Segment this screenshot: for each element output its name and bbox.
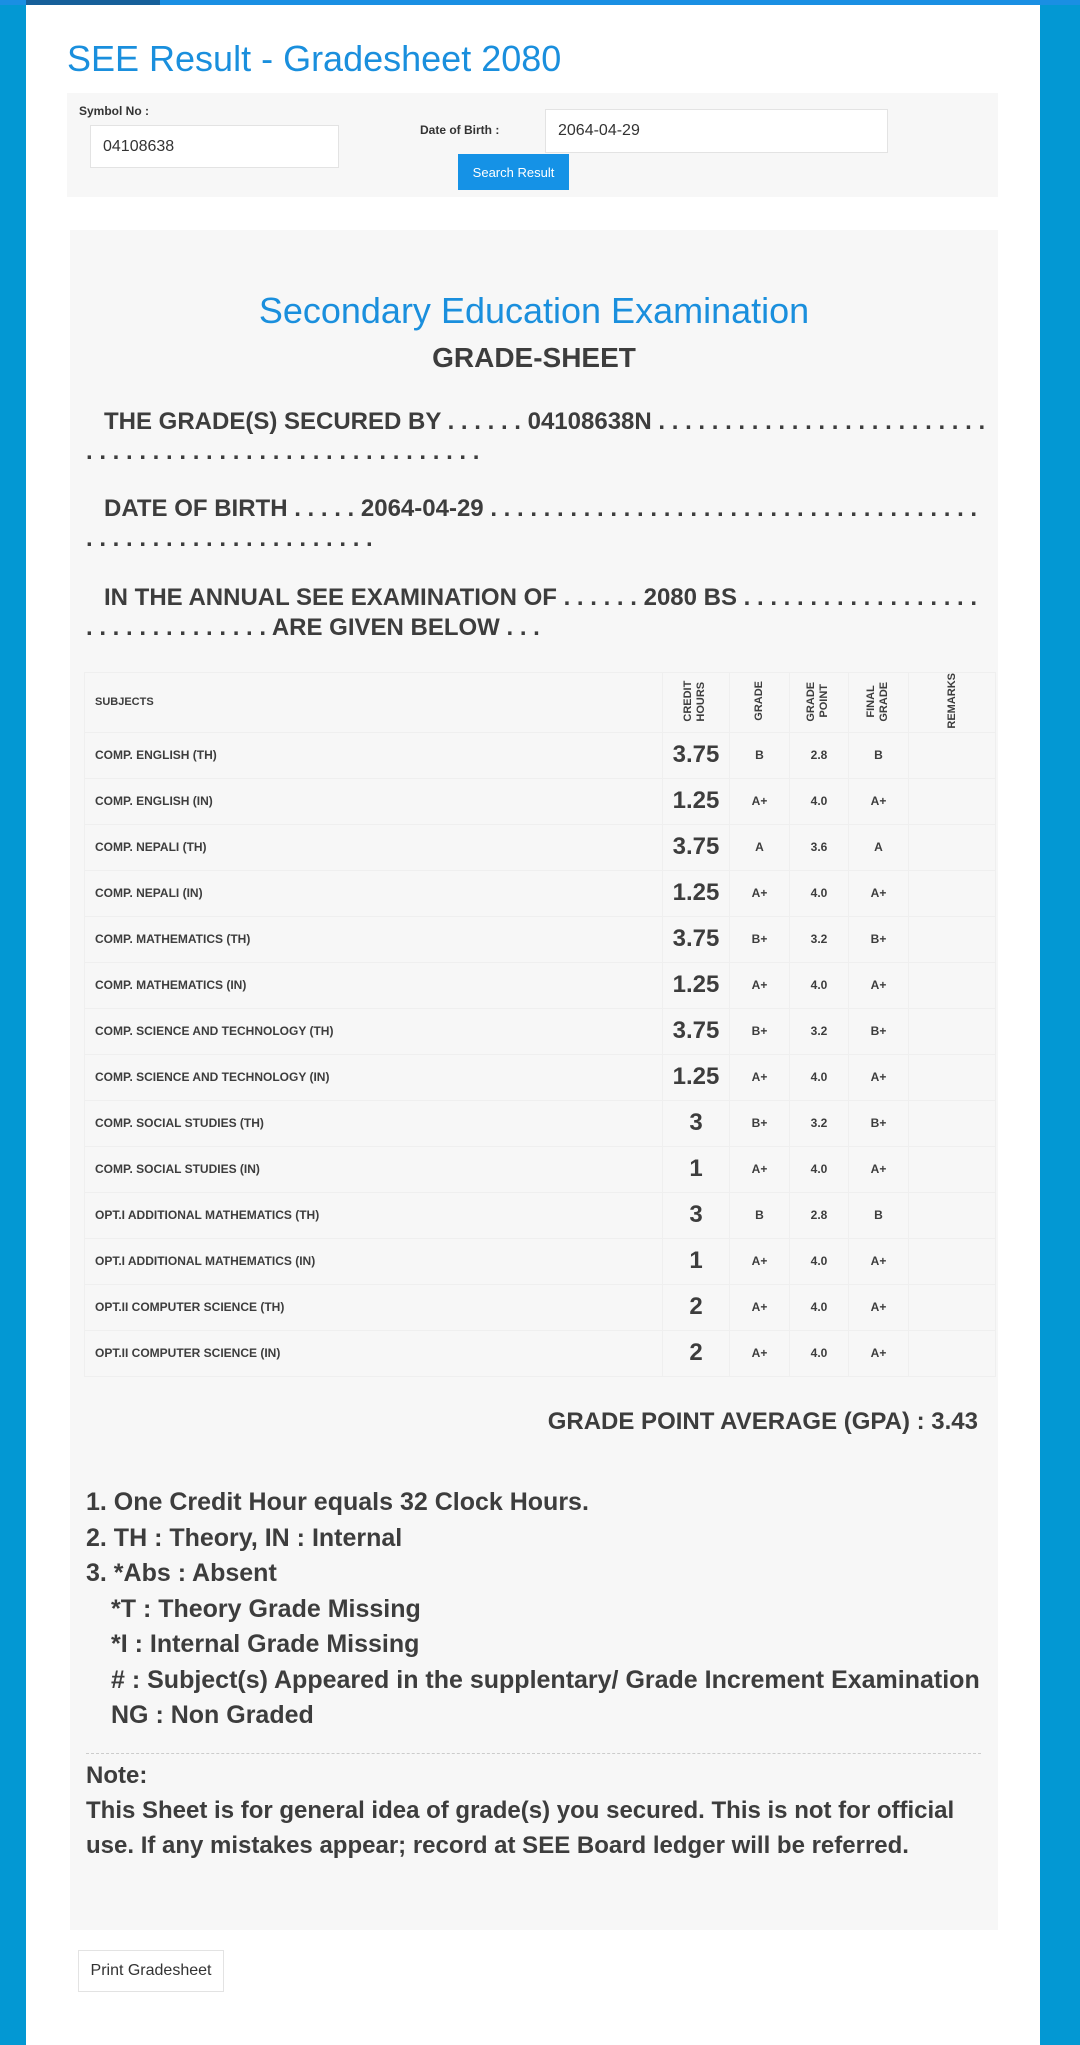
final-grade-cell: B+ (849, 916, 909, 962)
credit-cell: 3 (663, 1100, 730, 1146)
remarks-cell (909, 778, 996, 824)
final-grade-cell: A+ (849, 1238, 909, 1284)
dob-label: Date of Birth : (420, 123, 500, 137)
grade-cell: A+ (730, 1284, 790, 1330)
final-grade-cell: B+ (849, 1100, 909, 1146)
subject-cell: COMP. SOCIAL STUDIES (TH) (85, 1100, 663, 1146)
grade-cell: B (730, 732, 790, 778)
subject-cell: COMP. SOCIAL STUDIES (IN) (85, 1146, 663, 1192)
header-grade: GRADE (753, 680, 765, 721)
table-row (85, 1192, 996, 1238)
subject-cell: COMP. MATHEMATICS (IN) (85, 962, 663, 1008)
grade-point-cell: 4.0 (790, 870, 849, 916)
table-row (85, 1008, 996, 1054)
note-item: 2. TH : Theory, IN : Internal (86, 1523, 403, 1552)
final-grade-cell: A+ (849, 1330, 909, 1376)
grade-point-cell: 4.0 (790, 1054, 849, 1100)
grade-cell: A+ (730, 778, 790, 824)
grade-cell: A+ (730, 1330, 790, 1376)
credit-cell: 3.75 (663, 824, 730, 870)
subject-cell: COMP. ENGLISH (TH) (85, 732, 663, 778)
remarks-cell (909, 732, 996, 778)
table-row (85, 732, 996, 778)
grade-point-cell: 4.0 (790, 962, 849, 1008)
final-grade-cell: A+ (849, 1146, 909, 1192)
grade-cell: A+ (730, 1146, 790, 1192)
grade-cell: B+ (730, 1100, 790, 1146)
header-subjects: SUBJECTS (85, 673, 663, 733)
credit-cell: 2 (663, 1284, 730, 1330)
gradesheet-panel (70, 230, 998, 1930)
credit-cell: 3.75 (663, 916, 730, 962)
grade-point-cell: 4.0 (790, 778, 849, 824)
note-item: *T : Theory Grade Missing (111, 1594, 421, 1623)
remarks-cell (909, 824, 996, 870)
page-title: SEE Result - Gradesheet 2080 (67, 38, 562, 79)
note-item: NG : Non Graded (111, 1701, 314, 1729)
subject-cell: OPT.I ADDITIONAL MATHEMATICS (TH) (85, 1192, 663, 1238)
print-gradesheet-button[interactable]: Print Gradesheet (78, 1950, 224, 1992)
grade-point-cell: 2.8 (790, 732, 849, 778)
remarks-cell (909, 1330, 996, 1376)
grades-table (84, 672, 996, 1377)
note-item: # : Subject(s) Appeared in the supplentary/ Grade Increment Examination (111, 1665, 980, 1694)
remarks-cell (909, 870, 996, 916)
credit-cell: 1 (663, 1146, 730, 1192)
remarks-cell (909, 1008, 996, 1054)
grade-point-cell: 4.0 (790, 1146, 849, 1192)
grade-cell: A+ (730, 870, 790, 916)
table-row (85, 778, 996, 824)
secured-by-line: THE GRADE(S) SECURED BY . . . . . . 04108638N . . . . . . . . . . . . . . . . . . . . . . . . . . . . . . . . . . . . . . . . . . . . . . . . . . . . . . . (86, 408, 986, 465)
subject-cell: COMP. SCIENCE AND TECHNOLOGY (IN) (85, 1054, 663, 1100)
header-remarks: REMARKS (945, 673, 958, 729)
grade-point-cell: 4.0 (790, 1284, 849, 1330)
grade-point-cell: 4.0 (790, 1238, 849, 1284)
dob-line: DATE OF BIRTH . . . . . 2064-04-29 . . . . . . . . . . . . . . . . . . . . . . . . . . . . . . . . . . . . . . . . . . . . . . . . . . . . . . . . . . . (86, 495, 978, 552)
grade-cell: B+ (730, 1008, 790, 1054)
final-grade-cell: A+ (849, 870, 909, 916)
exam-line: IN THE ANNUAL SEE EXAMINATION OF . . . . . . 2080 BS . . . . . . . . . . . . . . . . . . . . . . . . . . . . . . . . ARE GIVEN BELOW . . . (86, 584, 978, 641)
table-row (85, 1054, 996, 1100)
table-row (85, 1146, 996, 1192)
credit-cell: 1.25 (663, 1054, 730, 1100)
grade-cell: A+ (730, 1054, 790, 1100)
final-grade-cell: A+ (849, 1054, 909, 1100)
note-title: Note: (86, 1762, 148, 1789)
page-container (26, 5, 1040, 2045)
final-grade-cell: A+ (849, 778, 909, 824)
symbol-label: Symbol No : (79, 104, 150, 118)
subject-cell: OPT.I ADDITIONAL MATHEMATICS (IN) (85, 1238, 663, 1284)
credit-cell: 3.75 (663, 1008, 730, 1054)
subject-cell: COMP. NEPALI (IN) (85, 870, 663, 916)
remarks-cell (909, 1238, 996, 1284)
subject-cell: COMP. MATHEMATICS (TH) (85, 916, 663, 962)
grade-point-cell: 4.0 (790, 1330, 849, 1376)
remarks-cell (909, 1054, 996, 1100)
table-row (85, 1238, 996, 1284)
note-item: 1. One Credit Hour equals 32 Clock Hours. (86, 1488, 589, 1516)
header-credit: CREDIT HOURS (682, 680, 707, 722)
final-grade-cell: B (849, 732, 909, 778)
grade-point-cell: 3.6 (790, 824, 849, 870)
note-text: This Sheet is for general idea of grade(s) you secured. This is not for official use. If any mistakes appear; record at SEE Board ledger will be referred. (86, 1797, 955, 1859)
grade-cell: A (730, 824, 790, 870)
final-grade-cell: A+ (849, 1284, 909, 1330)
subject-cell: COMP. ENGLISH (IN) (85, 778, 663, 824)
grade-cell: B (730, 1192, 790, 1238)
final-grade-cell: A (849, 824, 909, 870)
header-final-grade: FINAL GRADE (864, 680, 890, 721)
table-row (85, 962, 996, 1008)
remarks-cell (909, 1192, 996, 1238)
grade-cell: A+ (730, 1238, 790, 1284)
remarks-cell (909, 1100, 996, 1146)
disclaimer (86, 1758, 966, 1863)
table-header (85, 673, 996, 733)
divider (86, 1753, 981, 1754)
notes-list (86, 1485, 980, 1734)
credit-cell: 3.75 (663, 732, 730, 778)
grade-point-cell: 3.2 (790, 916, 849, 962)
exam-heading: Secondary Education Examination (258, 290, 810, 331)
credit-cell: 1 (663, 1238, 730, 1284)
remarks-cell (909, 1146, 996, 1192)
table-row (85, 1284, 996, 1330)
header-grade-point: GRADE POINT (805, 680, 830, 721)
table-row (85, 1100, 996, 1146)
table-row (85, 824, 996, 870)
symbol-input[interactable] (90, 125, 339, 168)
subject-cell: COMP. NEPALI (TH) (85, 824, 663, 870)
credit-cell: 1.25 (663, 778, 730, 824)
subject-cell: OPT.II COMPUTER SCIENCE (IN) (85, 1330, 663, 1376)
grade-point-cell: 2.8 (790, 1192, 849, 1238)
remarks-cell (909, 916, 996, 962)
final-grade-cell: B (849, 1192, 909, 1238)
final-grade-cell: B+ (849, 1008, 909, 1054)
table-row (85, 916, 996, 962)
gradesheet-heading: GRADE-SHEET (432, 342, 636, 373)
note-item: *I : Internal Grade Missing (111, 1630, 420, 1658)
table-row (85, 1330, 996, 1376)
grade-cell: A+ (730, 962, 790, 1008)
grade-point-cell: 3.2 (790, 1100, 849, 1146)
credit-cell: 2 (663, 1330, 730, 1376)
subject-cell: COMP. SCIENCE AND TECHNOLOGY (TH) (85, 1008, 663, 1054)
credit-cell: 3 (663, 1192, 730, 1238)
credit-cell: 1.25 (663, 962, 730, 1008)
search-form (67, 93, 998, 197)
grade-point-cell: 3.2 (790, 1008, 849, 1054)
grade-cell: B+ (730, 916, 790, 962)
dob-input[interactable] (545, 109, 888, 153)
final-grade-cell: A+ (849, 962, 909, 1008)
note-item: 3. *Abs : Absent (86, 1559, 277, 1587)
remarks-cell (909, 1284, 996, 1330)
credit-cell: 1.25 (663, 870, 730, 916)
table-row (85, 870, 996, 916)
search-result-button[interactable]: Search Result (458, 154, 569, 190)
subject-cell: OPT.II COMPUTER SCIENCE (TH) (85, 1284, 663, 1330)
remarks-cell (909, 962, 996, 1008)
gpa: GRADE POINT AVERAGE (GPA) : 3.43 (547, 1408, 978, 1435)
